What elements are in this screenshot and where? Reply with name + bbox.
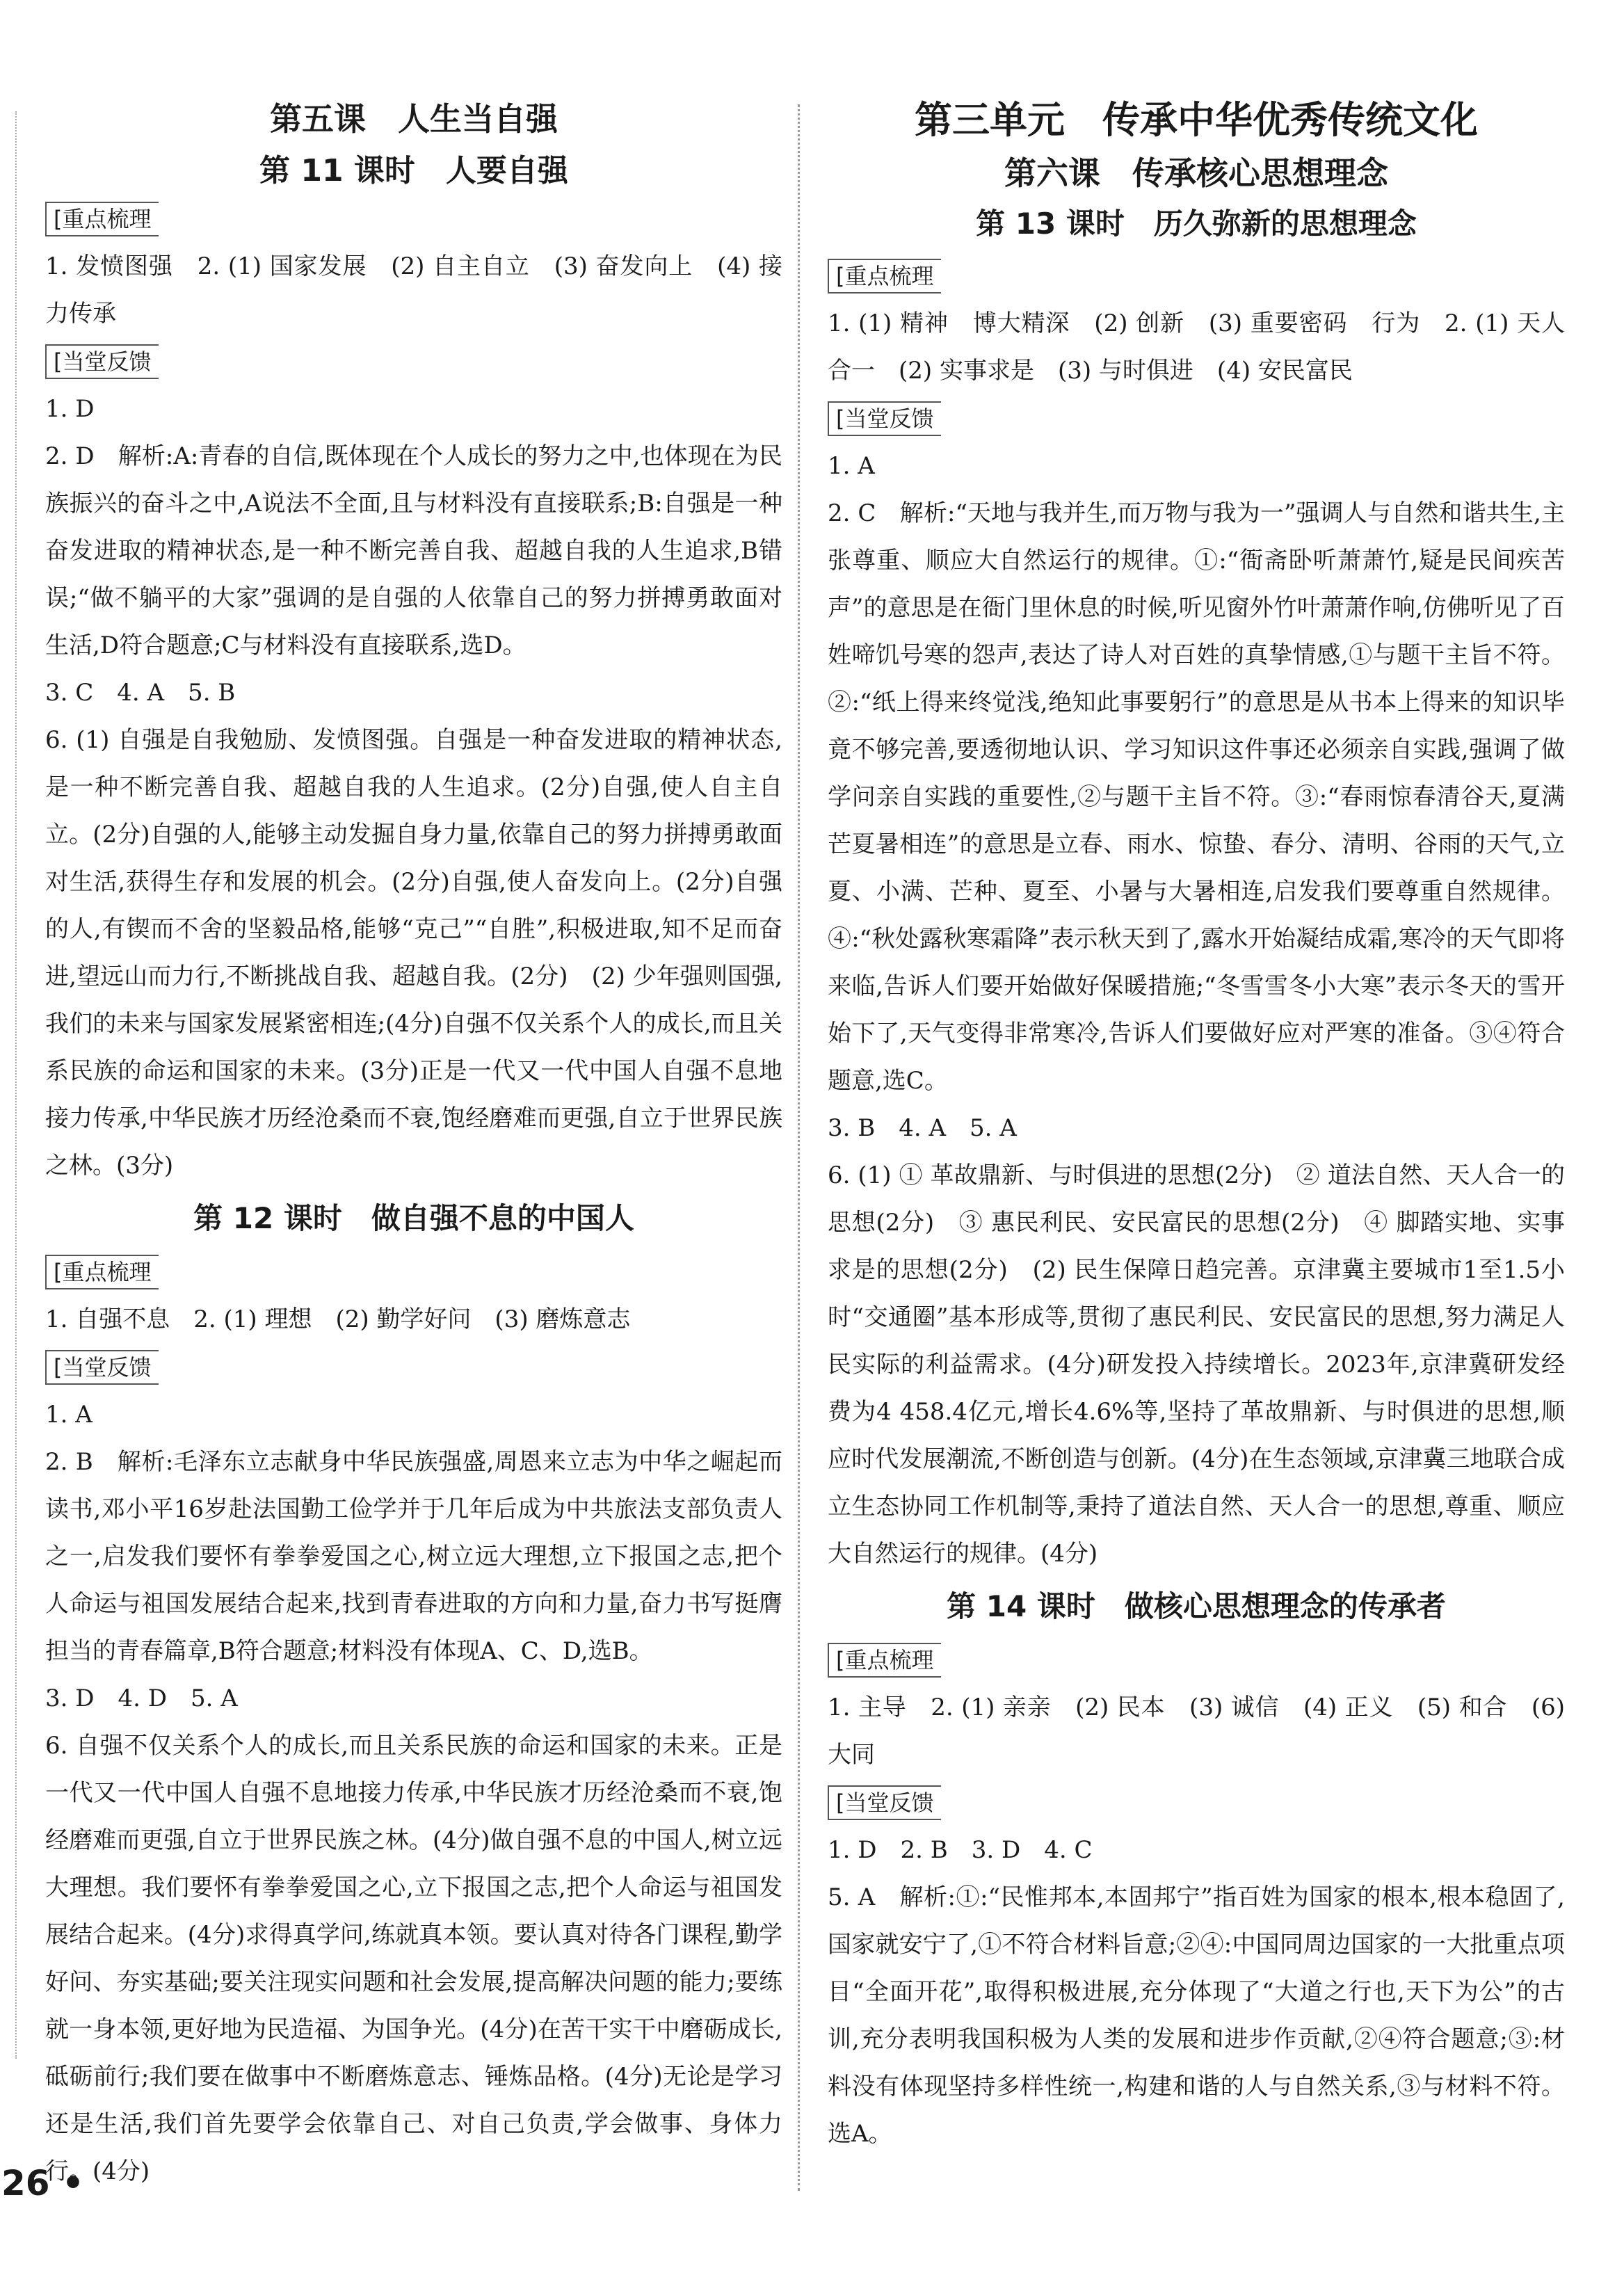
section-feedback: [当堂反馈 [828, 401, 941, 436]
left-column [45, 90, 782, 2195]
answer-3-5: 3. C 4. A 5. B [45, 679, 236, 707]
answer-5: 5. A 解析:①:“民惟邦本,本固邦宁”指百姓为国家的根本,根本稳固了,国家就安宁了,①不符合材料旨意;②④:中国同周边国家的一大批重点项目“全面开花”,取得积极进展,充分体现了“大道之行也,天下为公”的古训,充分表明我国积极为人类的发展和进步作贡献,②④符合题意;③:材料没有体现坚持多样性统一,构建和谐的人与自然关系,③与材料不符。选A。 [828, 1883, 1565, 2148]
answer-6: 6. (1) 自强是自我勉励、发愤图强。自强是一种奋发进取的精神状态,是一种不断完善自我、超越自我的人生追求。(2分)自强,使人自主自立。(2分)自强的人,能够主动发掘自身力量,依靠自己的努力拼搏勇敢面对生活,获得生存和发展的机会。(2分)自强,使人奋发向上。(2分)自强的人,有锲而不舍的坚毅品格,能够“克己”“自胜”,积极进取,知不足而奋进,望远山而力行,不断挑战自我、超越自我。(2分) (2) 少年强则国强,我们的未来与国家发展紧密相连;(4分)自强不仅关系个人的成长,而且关系民族的命运和国家的未来。(3分)正是一代又一代中国人自强不息地接力传承,中华民族才历经沧桑而不衰,饱经磨难而更强,自立于世界民族之林。(3分) [45, 726, 782, 1180]
right-column [828, 90, 1565, 2157]
section-feedback: [当堂反馈 [45, 344, 159, 379]
key-points-text: 1. 主导 2. (1) 亲亲 (2) 民本 (3) 诚信 (4) 正义 (5) 和合 (6) 大同 [828, 1694, 1565, 1769]
answer-3-5: 3. B 4. A 5. A [828, 1114, 1017, 1142]
answers-1-4: 1. D 2. B 3. D 4. C [828, 1836, 1093, 1864]
answer-1: 1. A [828, 452, 875, 480]
lesson-6-title: 第六课 传承核心思想理念 [1004, 154, 1388, 192]
key-points-text: 1. (1) 精神 博大精深 (2) 创新 (3) 重要密码 行为 2. (1) 天人合一 (2) 实事求是 (3) 与时俱进 (4) 安民富民 [828, 310, 1565, 385]
period-13-title: 第 13 课时 历久弥新的思想理念 [976, 207, 1417, 241]
key-points-text: 1. 发愤图强 2. (1) 国家发展 (2) 自主自立 (3) 奋发向上 (4) 接力传承 [45, 252, 782, 328]
section-key-points: [重点梳理 [45, 1255, 159, 1289]
period-14-title: 第 14 课时 做核心思想理念的传承者 [947, 1589, 1446, 1623]
section-key-points: [重点梳理 [45, 202, 159, 236]
answer-2: 2. D 解析:A:青春的自信,既体现在个人成长的努力之中,也体现在为民族振兴的奋斗之中,A说法不全面,且与材料没有直接联系;B:自强是一种奋发进取的精神状态,是一种不断完善自我、超越自我的人生追求,B错误;“做不躺平的大家”强调的是自强的人依靠自己的努力拼搏勇敢面对生活,D符合题意;C与材料没有直接联系,选D。 [45, 442, 782, 659]
answer-1: 1. D [45, 395, 95, 423]
page-number: 26 • [1, 2163, 84, 2203]
answer-2: 2. B 解析:毛泽东立志献身中华民族强盛,周恩来立志为中华之崛起而读书,邓小平16岁赴法国勤工俭学并于几年后成为中共旅法支部负责人之一,启发我们要怀有拳拳爱国之心,树立远大理想,立下报国之志,把个人命运与祖国发展结合起来,找到青春进取的方向和力量,奋力书写挺膺担当的青春篇章,B符合题意;材料没有体现A、C、D,选B。 [45, 1448, 782, 1665]
lesson-5-title: 第五课 人生当自强 [270, 100, 558, 138]
answer-2: 2. C 解析:“天地与我并生,而万物与我为一”强调人与自然和谐共生,主张尊重、顺应大自然运行的规律。①:“衙斋卧听萧萧竹,疑是民间疾苦声”的意思是在衙门里休息的时候,听见窗外竹叶萧萧作响,仿佛听见了百姓啼饥号寒的怨声,表达了诗人对百姓的真挚情感,①与题干主旨不符。②:“纸上得来终觉浅,绝知此事要躬行”的意思是从书本上得来的知识毕竟不够完善,要透彻地认识、学习知识这件事还必须亲自实践,强调了做学问亲自实践的重要性,②与题干主旨不符。③:“春雨惊春清谷天,夏满芒夏暑相连”的意思是立春、雨水、惊蛰、春分、清明、谷雨的天气,立夏、小满、芒种、夏至、小暑与大暑相连,启发我们要尊重自然规律。④:“秋处露秋寒霜降”表示秋天到了,露水开始凝结成霜,寒冷的天气即将来临,告诉人们要开始做好保暖措施;“冬雪雪冬小大寒”表示冬天的雪开始下了,天气变得非常寒冷,告诉人们要做好应对严寒的准备。③④符合题意,选C。 [828, 499, 1565, 1095]
period-11-title: 第 11 课时 人要自强 [259, 153, 568, 188]
unit-3-title: 第三单元 传承中华优秀传统文化 [915, 98, 1478, 142]
answer-1: 1. A [45, 1401, 93, 1429]
period-12-title: 第 12 课时 做自强不息的中国人 [193, 1201, 634, 1235]
answer-6: 6. 自强不仅关系个人的成长,而且关系民族的命运和国家的未来。正是一代又一代中国人自强不息地接力传承,中华民族才历经沧桑而不衰,饱经磨难而更强,自立于世界民族之林。(4分)做自强不息的中国人,树立远大理想。我们要怀有拳拳爱国之心,立下报国之志,把个人命运与祖国发展结合起来。(4分)求得真学问,练就真本领。要认真对待各门课程,勤学好问、夯实基础;要关注现实问题和社会发展,提高解决问题的能力;要练就一身本领,更好地为民造福、为国争光。(4分)在苦干实干中磨砺成长,砥砺前行;我们要在做事中不断磨炼意志、锤炼品格。(4分)无论是学习还是生活,我们首先要学会依靠自己、对自己负责,学会做事、身体力行。(4分) [45, 1732, 782, 2185]
key-points-text: 1. 自强不息 2. (1) 理想 (2) 勤学好问 (3) 磨炼意志 [45, 1305, 631, 1333]
section-key-points: [重点梳理 [828, 259, 941, 294]
answer-6: 6. (1) ① 革故鼎新、与时俱进的思想(2分) ② 道法自然、天人合一的思想(2分) ③ 惠民利民、安民富民的思想(2分) ④ 脚踏实地、实事求是的思想(2分) (2) 民生保障日趋完善。京津冀主要城市1至1.5小时“交通圈”基本形成等,贯彻了惠民利民、安民富民的思想,努力满足人民实际的利益需求。(4分)研发投入持续增长。2023年,京津冀研发经费为4 458.4亿元,增长4.6%等,坚持了革故鼎新、与时俱进的思想,顺应时代发展潮流,不断创造与创新。(4分)在生态领域,京津冀三地联合成立生态协同工作机制等,秉持了道法自然、天人合一的思想,尊重、顺应大自然运行的规律。(4分) [828, 1161, 1565, 1568]
margin-guide-line [15, 111, 17, 2059]
section-feedback: [当堂反馈 [828, 1785, 941, 1820]
column-divider [798, 104, 800, 2191]
section-key-points: [重点梳理 [828, 1643, 941, 1678]
section-feedback: [当堂反馈 [45, 1350, 159, 1385]
answer-3-5: 3. D 4. D 5. A [45, 1685, 238, 1712]
